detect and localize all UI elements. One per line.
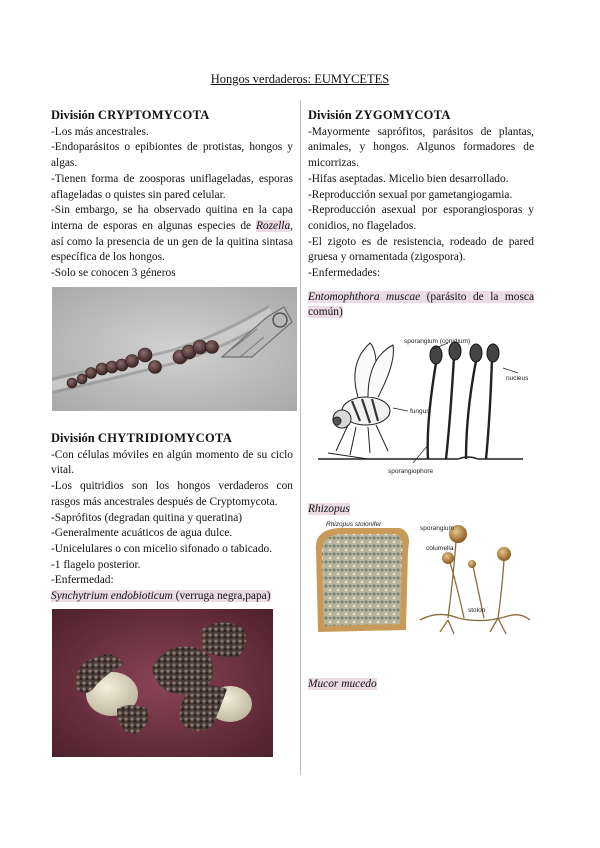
label-rhizo-columella: columella <box>426 545 454 552</box>
column-divider <box>300 100 301 775</box>
chytri-line-1: -Con células móviles en algún momento de su ciclo vital. <box>51 448 293 477</box>
heading-prefix: División <box>308 108 352 122</box>
crypto-line-4a: -Sin embargo, se ha observado quitina en la capa interna de esporas en algunas especies de <box>51 204 293 232</box>
zygo-line-3: -Reproducción sexual por gametangiogamia. <box>308 188 513 201</box>
chytri-line-2: -Los quitridios son los hongos verdaderos con rasgos más ancestrales después de Cryptomycota. <box>51 480 293 508</box>
zygo-line-1: -Mayormente saprófitos, parásitos de plantas, animales, y hongos. Algunos formadores de micorrizas. <box>308 125 534 170</box>
chytri-line-3: -Saprófitos (degradan quitina y queratina) <box>51 511 243 524</box>
heading-prefix: División <box>51 431 95 445</box>
left-column <box>51 108 293 282</box>
label-rhizopus-stolonifer: Rhizopus stolonifer <box>326 521 382 528</box>
label-rhizo-sporangium: sporangium <box>420 525 454 532</box>
synchytrium-name: Synchytrium endobioticum <box>51 590 173 603</box>
chytri-line-5: -Unicelulares o con micelio sifonado o tabicado. <box>51 542 273 555</box>
crypto-line-5: -Solo se conocen 3 géneros <box>51 267 176 280</box>
label-sporangium: sporangium (conidium) <box>404 338 471 345</box>
entomophthora-name: Entomophthora muscae <box>308 290 421 303</box>
chytri-line-7: -Enfermedad: <box>51 574 114 587</box>
heading-name: ZYGOMYCOTA <box>354 108 451 122</box>
zygo-line-2: -Hifas aseptadas. Micelio bien desarrollado. <box>308 172 509 185</box>
rhizopus-figure <box>308 520 532 640</box>
zygo-line-5: -El zigoto es de resistencia, rodeado de pared gruesa y ornamentada (zigospora). <box>308 235 534 264</box>
page-title: Hongos verdaderos: EUMYCETES <box>210 72 390 86</box>
label-rhizo-stolon: stolon <box>468 607 486 614</box>
mucor-caption <box>308 677 377 693</box>
zygomycota-heading <box>308 108 534 124</box>
crypto-line-3: -Tienen forma de zoosporas uniflageladas, esporas aflageladas o quistes sin pared celular. <box>51 172 293 201</box>
crypto-line-1: -Los más ancestrales. <box>51 125 149 138</box>
chytridiomycota-heading <box>51 431 293 447</box>
synchytrium-note: (verruga negra,papa) <box>172 590 271 603</box>
rhizopus-caption <box>308 502 350 518</box>
right-column <box>308 108 534 321</box>
chytri-line-6: -1 flagelo posterior. <box>51 558 141 571</box>
label-sporangiophore: sporangiophore <box>388 468 434 475</box>
zygo-line-6: -Enfermedades: <box>308 267 381 280</box>
entomophthora-drawing <box>308 333 530 500</box>
cryptomycota-micrograph <box>52 287 297 411</box>
entomophthora-note: (parásito de la mosca común) <box>308 290 534 319</box>
rhizopus-name: Rhizopus <box>308 503 350 515</box>
chytridiomycota-section <box>51 431 293 605</box>
rozella-term: Rozella <box>255 219 291 232</box>
crypto-line-4 <box>51 203 293 266</box>
heading-prefix: División <box>51 108 95 122</box>
entomophthora-caption <box>308 290 534 321</box>
synchytrium-caption <box>51 589 293 605</box>
crypto-line-4c: , así como la presencia de un gen de la quitina sintasa específica de los hongos. <box>51 219 293 264</box>
chytri-line-4: -Generalmente acuáticos de agua dulce. <box>51 527 233 540</box>
crypto-line-2: -Endoparásitos o epibiontes de protistas, hongos y algas. <box>51 141 293 170</box>
heading-name: CRYPTOMYCOTA <box>97 108 210 122</box>
zygo-line-4: -Reproducción asexual por esporangiosporas y conidios, no flagelados. <box>308 204 534 232</box>
mucor-name: Mucor mucedo <box>308 678 377 690</box>
synchytrium-photo <box>52 609 273 757</box>
label-nucleus: nucleus <box>506 375 529 382</box>
cryptomycota-heading <box>51 108 293 124</box>
label-fungus: fungus <box>410 408 430 415</box>
heading-name: CHYTRIDIOMYCOTA <box>97 431 233 445</box>
